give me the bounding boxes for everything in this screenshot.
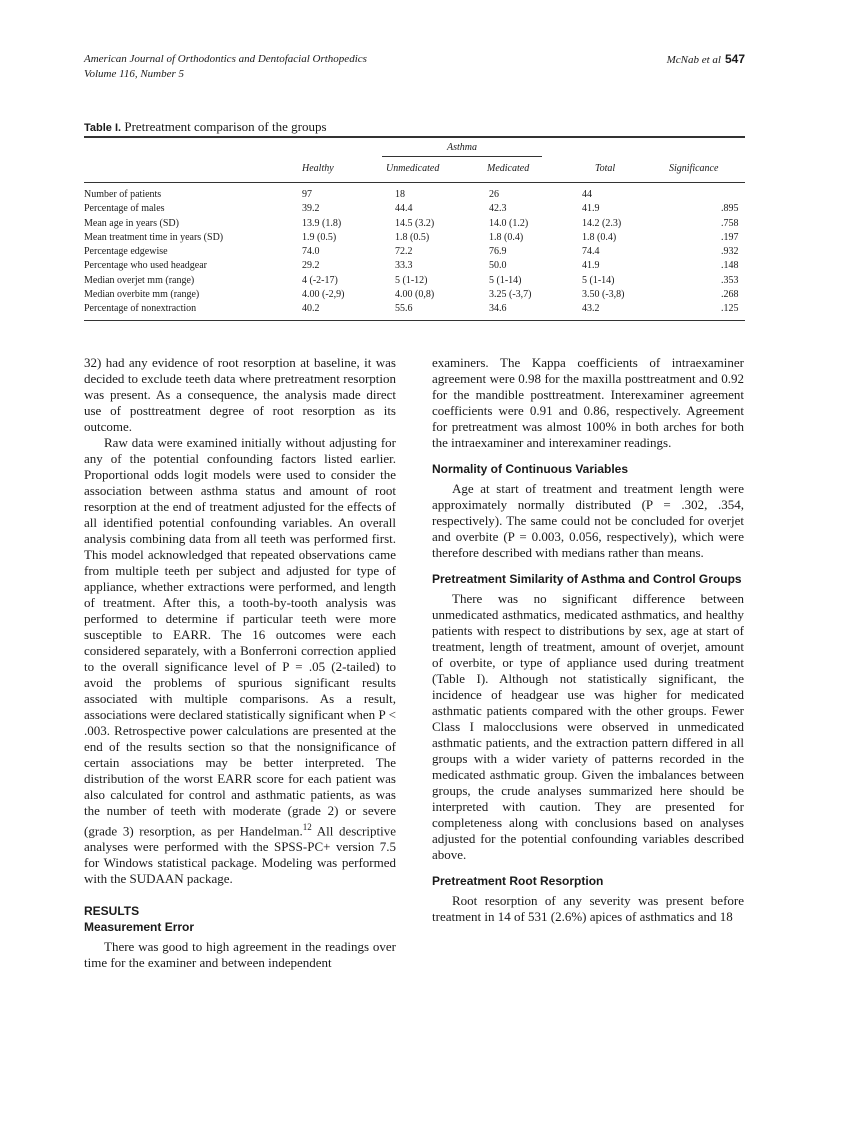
table-cell: 1.8 (0.4) [582, 231, 617, 243]
row-label: Percentage edgewise [84, 246, 168, 257]
subsection-heading-root-resorption: Pretreatment Root Resorption [432, 874, 604, 888]
table-cell: 14.5 (3.2) [395, 217, 435, 229]
table-cell: 55.6 [395, 303, 413, 314]
col-header-medicated: Medicated [487, 163, 530, 174]
row-label: Percentage who used headgear [84, 260, 207, 272]
paragraph: There was no significant difference between unmedicated asthmatics, medicated asthmatics, and healthy patients with respect to distributions by sex, age at start of treatment, length of treatment, amount of overjet, amount of overbite, or type of appliance used during treatment (Table I). Although not statistically significant, the incidence of headgear use was higher for medicated asthmatic patients compared with the other groups. Fewer Class I malocclusions were observed in unmedicated asthmatic patients, and the extraction pattern differed in all groups with a wider variety of patterns recorded in the medicated asthmatic group. Given the imbalances between groups, the crude analyses summarized here should be interpreted with caution. They are presented for completeness along with conclusions based on analyses adjusted for the potential confounding variables described above. [432, 591, 744, 862]
col-header-significance: Significance [669, 163, 719, 174]
table-cell: 41.9 [582, 203, 600, 215]
table-cell: 13.9 (1.8) [302, 217, 342, 229]
table-cell: 34.6 [489, 303, 507, 314]
table-cell: 3.25 (-3,7) [489, 288, 532, 300]
row-label: Number of patients [84, 189, 162, 200]
paragraph: Age at start of treatment and treatment length were approximately normally distributed (P = .302, .354, respectively). The same could not be concluded for overjet and overbite (P = 0.003, 0.056, respectively), which were therefore described with medians rather than means. [432, 481, 744, 560]
table-row [84, 203, 745, 215]
table-cell: 39.2 [302, 203, 320, 215]
row-label: Percentage of males [84, 203, 165, 215]
table-cell: 50.0 [489, 260, 507, 272]
table-cell: 4.00 (-2,9) [302, 288, 345, 300]
row-label: Mean treatment time in years (SD) [84, 231, 224, 243]
table-cell: 5 (1-14) [582, 274, 615, 286]
page-number: 547 [724, 52, 745, 66]
table-cell: .895 [721, 203, 739, 215]
col-header-total: Total [595, 163, 616, 174]
table-label: Table I. [84, 122, 122, 134]
table-cell: 5 (1-14) [489, 274, 522, 286]
table-cell: 44 [582, 189, 592, 200]
paragraph: examiners. The Kappa coefficients of intraexaminer agreement were 0.98 for the maxilla posttreatment and 0.92 for the mandible posttreatment. Interexaminer agreement coefficients were 0.91 and 0.86, respectively. Agreement for pretreatment was almost 100% in both arches for both the intraexaminer and interexaminer readings. [432, 355, 744, 450]
table-cell: 97 [302, 189, 312, 200]
table-cell: 74.0 [302, 246, 320, 257]
table-cell: 5 (1-12) [395, 274, 428, 286]
table-cell: .148 [721, 260, 739, 272]
left-column [84, 355, 396, 971]
table-header-rule [84, 182, 745, 183]
row-label: Median overbite mm (range) [84, 288, 200, 300]
paragraph: Root resorption of any severity was present before treatment in 14 of 531 (2.6%) apices of asthmatics and 18 [432, 893, 744, 924]
journal-volume: Volume 116, Number 5 [84, 68, 185, 80]
table-cell: 41.9 [582, 260, 600, 272]
table-cell: 72.2 [395, 246, 413, 257]
asthma-group-rule [382, 156, 542, 157]
table-cell: 40.2 [302, 303, 320, 314]
table-cell: 74.4 [582, 246, 600, 257]
asthma-group-header: Asthma [447, 142, 477, 153]
subsection-heading-similarity: Pretreatment Similarity of Asthma and Control Groups [432, 572, 742, 586]
right-column [432, 355, 744, 925]
running-header-page [667, 52, 745, 66]
table-cell: 76.9 [489, 246, 507, 257]
table-cell: .353 [721, 274, 739, 286]
table-cell: 1.9 (0.5) [302, 231, 337, 243]
table-cell: 42.3 [489, 203, 507, 215]
table-cell: 3.50 (-3,8) [582, 288, 625, 300]
table-row [84, 275, 745, 287]
running-header-journal [84, 52, 367, 82]
paragraph: 32) had any evidence of root resorption at baseline, it was decided to exclude teeth data where pretreatment resorption was present. As a consequence, the analysis made direct use of posttreatment degree of root resorption as its outcome. [84, 355, 396, 434]
table-title: Pretreatment comparison of the groups [124, 119, 327, 134]
table-row [84, 303, 745, 315]
table-cell: 44.4 [395, 203, 413, 215]
col-header-healthy: Healthy [302, 163, 334, 174]
table-cell: .125 [721, 303, 739, 314]
table-cell: .197 [721, 231, 739, 243]
table-cell: 18 [395, 189, 405, 200]
table-top-rule [84, 136, 745, 138]
table-cell: .268 [721, 288, 739, 300]
table-cell: .758 [721, 217, 739, 229]
table-cell: 4.00 (0,8) [395, 288, 435, 300]
section-heading-results: RESULTS [84, 904, 140, 919]
col-header-unmedicated: Unmedicated [386, 163, 440, 174]
table-row [84, 232, 745, 244]
subsection-heading-measurement-error: Measurement Error [84, 920, 195, 935]
table-cell: 26 [489, 189, 499, 200]
table-row [84, 189, 745, 201]
author-names: McNab et al [666, 54, 721, 66]
table-cell: 14.2 (2.3) [582, 217, 622, 229]
journal-name: American Journal of Orthodontics and Dentofacial Orthopedics [84, 53, 367, 65]
reference-number: 12 [302, 822, 312, 832]
table-cell: 33.3 [395, 260, 413, 272]
table-row [84, 246, 745, 258]
table-cell: 14.0 (1.2) [489, 217, 529, 229]
paragraph: Raw data were examined initially without adjusting for any of the potential confounding factors listed earlier. Proportional odds logit models were used to consider the association between asthma status and amount of root resorption at the end of treatment adjusted for the effects of all identified potential confounding variables. An overall analysis combining data from all teeth was performed first. This model acknowledged that repeated observations came from multiple teeth per subject and adjusted for type of appliance, whether extractions were performed, and length of treatment. After this, a tooth-by-tooth analysis was performed to determine if particular teeth were more susceptible to EARR. The 16 outcomes were each considered separately, with a Bonferroni correction applied to the overall significance level of P = .05 (2-tailed) to avoid the problems of spurious significant results associated with multiple comparisons. As a result, associations were declared statistically significant when P < .003. Retrospective power calculations are presented at the end of the results section so that the nonsignificance of certain associations may be better interpreted. The distribution of the worst EARR score for each patient was also calculated for control and asthmatic patients, as was the number of teeth with moderate (grade 2) or severe (grade 3) resorption, as per Handelman.$^{12}$ All descriptive analyses were performed with the SPSS-PC+ version 7.5 for Windows statistical package. Modeling was performed with the SUDAAN package. [84, 435, 396, 887]
table-row [84, 260, 745, 272]
table-cell: 4 (-2-17) [302, 274, 338, 286]
table-caption [84, 119, 327, 135]
paragraph: There was good to high agreement in the readings over time for the examiner and between independent [84, 939, 396, 971]
table-cell: 43.2 [582, 303, 600, 314]
table-bottom-rule [84, 320, 745, 321]
table-cell: 29.2 [302, 260, 320, 272]
table-cell: 1.8 (0.5) [395, 231, 430, 243]
table-row [84, 289, 745, 301]
table-cell: 1.8 (0.4) [489, 231, 524, 243]
row-label: Median overjet mm (range) [84, 274, 195, 286]
row-label: Percentage of nonextraction [84, 303, 197, 314]
row-label: Mean age in years (SD) [84, 217, 179, 229]
table-row [84, 218, 745, 230]
subsection-heading-normality: Normality of Continuous Variables [432, 462, 629, 476]
table-cell: .932 [721, 246, 739, 257]
